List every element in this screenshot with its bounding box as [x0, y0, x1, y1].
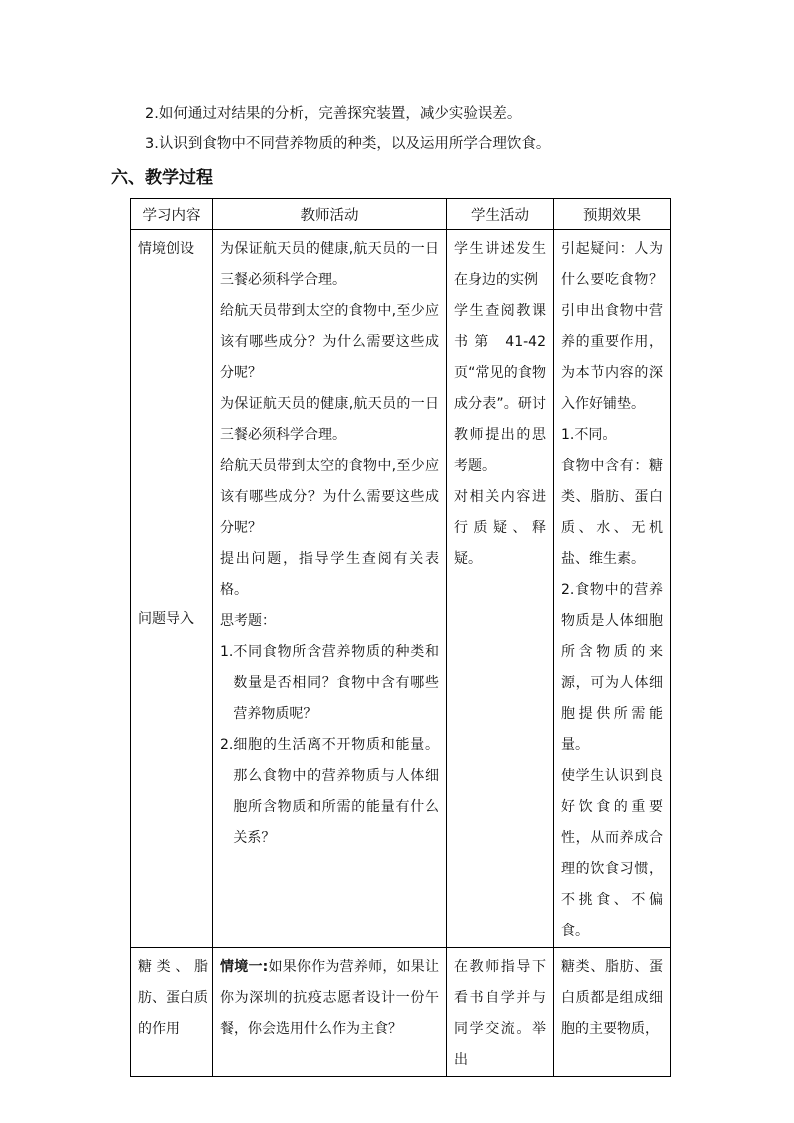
header-effect: 预期效果 — [554, 199, 671, 230]
table-header-row — [131, 199, 671, 230]
intro-line-2: 2.如何通过对结果的分析，完善探究装置，减少实验误差。 — [145, 106, 522, 122]
student-cell-nutrients — [447, 948, 554, 1077]
effect-cell-intro — [554, 230, 671, 948]
effect-text: 1.不同。 — [561, 427, 617, 443]
student-text: 学生讲述发生在身边的实例 — [454, 241, 546, 288]
teacher-text: 给航天员带到太空的食物中,至少应该有哪些成分？为什么需要这些成分呢？ — [220, 458, 439, 536]
teacher-text: 思考题： — [220, 613, 276, 629]
table-row-nutrients — [131, 948, 671, 1077]
teacher-text — [220, 952, 439, 1045]
effect-text: 糖类、脂肪、蛋白质都是组成细胞的主要物质， — [561, 959, 663, 1037]
intro-line-3: 3.认识到食物中不同营养物质的种类，以及运用所学合理饮食。 — [145, 136, 551, 152]
effect-text: 食物中含有：糖类、脂肪、蛋白质、水、无机盐、维生素。 — [561, 458, 663, 567]
teacher-question-2 — [220, 730, 439, 854]
effect-text: 使学生认识到良好饮食的重要性，从而养成合理的饮食习惯，不挑食、不偏食。 — [561, 768, 663, 939]
header-content: 学习内容 — [131, 199, 213, 230]
content-label-question: 问题导入 — [138, 611, 194, 627]
question-text: 细胞的生活离不开物质和能量。那么食物中的营养物质与人体细胞所含物质和所需的能量有什么关系？ — [233, 737, 439, 846]
teacher-cell-intro — [213, 230, 447, 948]
situation-lead: 情境一: — [220, 959, 269, 975]
section-heading: 六、教学过程 — [111, 168, 213, 188]
student-text: 学生查阅教课书第 41-42 页“常见的食物成分表”。研讨教师提出的思考题。 — [454, 303, 546, 474]
teacher-cell-nutrients — [213, 948, 447, 1077]
effect-text: 2.食物中的营养物质是人体细胞所含物质的来源，可为人体细胞提供所需能量。 — [561, 582, 663, 753]
content-cell-intro — [131, 230, 213, 948]
header-teacher: 教师活动 — [213, 199, 447, 230]
effect-cell-nutrients — [554, 948, 671, 1077]
header-student: 学生活动 — [447, 199, 554, 230]
student-text: 对相关内容进行质疑、释疑。 — [454, 489, 546, 567]
teaching-process-table — [130, 198, 671, 1077]
table-row-intro — [131, 230, 671, 948]
question-number: 2. — [220, 737, 234, 753]
content-label-nutrients: 糖类、脂肪、蛋白质的作用 — [138, 959, 208, 1037]
teacher-question-1 — [220, 637, 439, 730]
teacher-text: 为保证航天员的健康,航天员的一日三餐必须科学合理。 — [220, 241, 439, 288]
effect-text: 引起疑问：人为什么要吃食物？引申出食物中营养的重要作用，为本节内容的深入作好铺垫。 — [561, 241, 663, 412]
question-text: 不同食物所含营养物质的种类和数量是否相同？食物中含有哪些营养物质呢？ — [233, 644, 439, 722]
content-cell-nutrients — [131, 948, 213, 1077]
student-cell-intro — [447, 230, 554, 948]
teacher-text: 为保证航天员的健康,航天员的一日三餐必须科学合理。 — [220, 396, 439, 443]
content-label-situation: 情境创设 — [138, 241, 194, 257]
teacher-text: 提出问题，指导学生查阅有关表格。 — [220, 551, 439, 598]
situation-text: 如果你作为营养师，如果让你为深圳的抗疫志愿者设计一份午餐，你会选用什么作为主食？ — [220, 959, 439, 1037]
teacher-text: 给航天员带到太空的食物中,至少应该有哪些成分？为什么需要这些成分呢？ — [220, 303, 439, 381]
student-text: 在教师指导下看书自学并与同学交流。举出 — [454, 959, 546, 1068]
question-number: 1. — [220, 644, 234, 660]
